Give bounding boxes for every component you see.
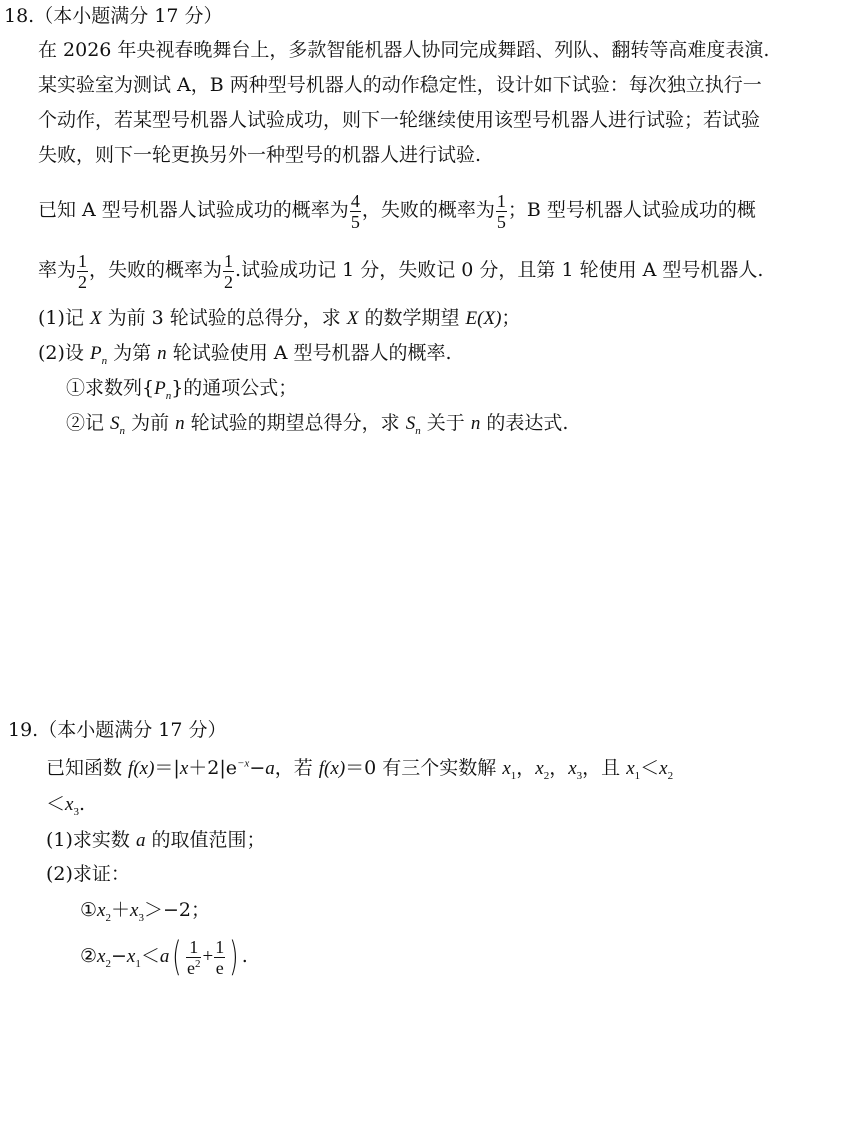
math-subscript: n	[415, 424, 421, 437]
left-parenthesis: (	[172, 934, 182, 980]
text-segment: ＞−2；	[143, 899, 210, 921]
fraction-numerator: 1	[186, 937, 202, 958]
text-segment: ＝0 有三个实数解	[345, 757, 503, 779]
math-variable: P	[89, 343, 102, 364]
text-segment: (2)设	[38, 342, 90, 364]
text-segment: .	[78, 793, 85, 815]
text-segment: ＜	[140, 945, 160, 967]
math-subscript: 2	[667, 769, 674, 782]
math-subscript: 1	[634, 769, 641, 782]
text-segment: ，失败的概率为	[89, 259, 223, 281]
fraction-one-over-e-squared	[186, 937, 202, 978]
fraction-denominator: 2	[78, 271, 88, 292]
text-segment: 的表达式.	[480, 412, 569, 434]
math-variable: x	[502, 758, 511, 779]
fraction-numerator: 1	[78, 250, 88, 271]
problem-18-text-line-1: 在 2026 年央视春晚舞台上，多款智能机器人协同完成舞蹈、列队、翻转等高难度表演.	[38, 39, 770, 61]
text-segment: −	[249, 757, 266, 779]
text-segment: ，	[549, 757, 569, 779]
problem-19-question-2: (2)求证：	[46, 863, 130, 885]
text-segment: ，若	[274, 757, 319, 779]
math-variable: S	[110, 413, 120, 434]
problem-18-question-1	[38, 306, 520, 331]
math-variable: x	[65, 794, 74, 815]
fraction-denominator: 5	[496, 211, 506, 232]
text-segment: ②	[80, 945, 98, 967]
problem-18-text-line-4: 失败，则下一轮更换另外一种型号的机器人进行试验.	[38, 144, 482, 166]
problem-19-text-line-2	[46, 792, 85, 817]
text-segment: 的取值范围；	[145, 829, 266, 851]
math-variable: x	[626, 758, 635, 779]
math-subscript: 1	[510, 769, 517, 782]
fraction-one-fifth	[496, 191, 507, 232]
math-variable: x	[568, 758, 577, 779]
math-variable: n	[470, 413, 481, 434]
problem-19-text-line-1	[46, 756, 673, 781]
text-segment: }的通项公式；	[171, 377, 298, 399]
text-segment: (1)求实数	[46, 829, 136, 851]
text-segment: ＝|	[154, 757, 180, 779]
fraction-four-fifths	[350, 191, 361, 232]
problem-18-question-2-part-2	[66, 411, 568, 436]
math-subscript: 2	[543, 769, 550, 782]
math-expression: f(x)	[128, 758, 155, 779]
math-variable: x	[179, 758, 189, 779]
math-variable: x	[126, 946, 136, 967]
math-variable: x	[97, 946, 106, 967]
math-variable: x	[130, 900, 139, 921]
text-segment: −	[110, 945, 127, 967]
text-segment: 的数学期望	[358, 307, 466, 329]
text-segment: ＋	[110, 899, 130, 921]
math-subscript: 3	[138, 911, 144, 924]
problem-19-question-2-part-1	[80, 898, 210, 923]
problem-19-header: 19.（本小题满分 17 分）	[8, 719, 227, 741]
math-variable: X	[89, 308, 102, 329]
text-segment: +	[202, 946, 214, 967]
problem-18-text-line-6	[38, 248, 763, 292]
fraction-numerator: 1	[215, 936, 225, 957]
fraction-denominator: e	[215, 957, 224, 978]
right-parenthesis: )	[229, 934, 239, 980]
math-variable: n	[175, 413, 185, 434]
math-subscript: 3	[73, 805, 79, 818]
text-segment: 为前	[125, 412, 176, 434]
fraction-denominator	[186, 958, 202, 978]
problem-18-question-2	[38, 341, 452, 366]
text-segment: ②记	[66, 412, 111, 434]
math-subscript: 3	[576, 769, 583, 782]
math-subscript: n	[119, 424, 126, 437]
math-variable: x	[97, 900, 106, 921]
math-variable: X	[346, 308, 359, 329]
math-subscript: 2	[105, 957, 111, 970]
text-segment: ＜	[46, 793, 66, 815]
fraction-one-half	[223, 251, 234, 292]
text-segment: 关于	[420, 412, 471, 434]
math-subscript: n	[165, 389, 172, 402]
text-segment: ，	[516, 757, 536, 779]
math-subscript: n	[101, 354, 108, 367]
math-superscript: −x	[237, 757, 250, 770]
math-variable: a	[135, 830, 146, 851]
problem-18-question-2-part-1	[66, 376, 297, 401]
math-variable: S	[405, 413, 416, 434]
text-segment: (1)记	[38, 307, 90, 329]
math-expression: f(x)	[318, 758, 346, 779]
problem-18-text-line-2: 某实验室为测试 A，B 两种型号机器人的动作稳定性，设计如下试验：每次独立执行一	[38, 74, 762, 96]
fraction-denominator: 2	[224, 271, 234, 292]
text-segment: 已知 A 型号机器人试验成功的概率为	[38, 199, 349, 221]
text-segment: 轮试验的期望总得分，求	[184, 412, 406, 434]
problem-18-text-line-5	[38, 188, 756, 232]
fraction-denominator: 5	[350, 211, 360, 232]
math-superscript: 2	[194, 957, 201, 970]
problem-19-question-2-part-2	[80, 934, 248, 979]
math-variable: a	[159, 946, 170, 967]
text-segment: 为前 3 轮试验的总得分，求	[101, 307, 347, 329]
problem-19-question-1	[46, 828, 266, 853]
text-segment: .试验成功记 1 分，失败记 0 分，且第 1 轮使用 A 型号机器人.	[235, 259, 764, 281]
text-segment: ＜	[640, 757, 660, 779]
text-segment: ①求数列{	[66, 377, 155, 399]
text-segment: ，且	[582, 757, 627, 779]
fraction-numerator: 4	[350, 190, 360, 211]
fraction-numerator: 1	[496, 190, 506, 211]
problem-18-text-line-3: 个动作，若某型号机器人试验成功，则下一轮继续使用该型号机器人进行试验；若试验	[38, 109, 761, 131]
fraction-one-over-e	[214, 937, 225, 978]
text-segment: ＋2|e	[188, 757, 237, 779]
text-segment: 率为	[38, 259, 77, 281]
math-subscript: 1	[135, 957, 141, 970]
text-segment: ①	[80, 899, 98, 921]
math-variable: a	[265, 758, 275, 779]
math-constant: e	[186, 957, 195, 978]
math-variable: n	[157, 343, 167, 364]
problem-18-header: 18.（本小题满分 17 分）	[4, 5, 223, 27]
text-segment: .	[241, 945, 248, 967]
text-segment: 为第	[107, 342, 158, 364]
text-segment: ，失败的概率为	[361, 199, 495, 221]
text-segment: 轮试验使用 A 型号机器人的概率.	[166, 342, 452, 364]
text-segment: ；B 型号机器人试验成功的概	[507, 199, 756, 221]
math-subscript: 2	[105, 911, 111, 924]
math-variable: x	[535, 758, 544, 779]
fraction-numerator: 1	[224, 250, 234, 271]
fraction-one-half	[77, 251, 88, 292]
math-expression: E(X)	[465, 308, 502, 329]
math-variable: P	[154, 378, 166, 399]
text-segment: 已知函数	[46, 757, 129, 779]
text-segment: ；	[501, 307, 521, 329]
math-variable: x	[659, 758, 668, 779]
